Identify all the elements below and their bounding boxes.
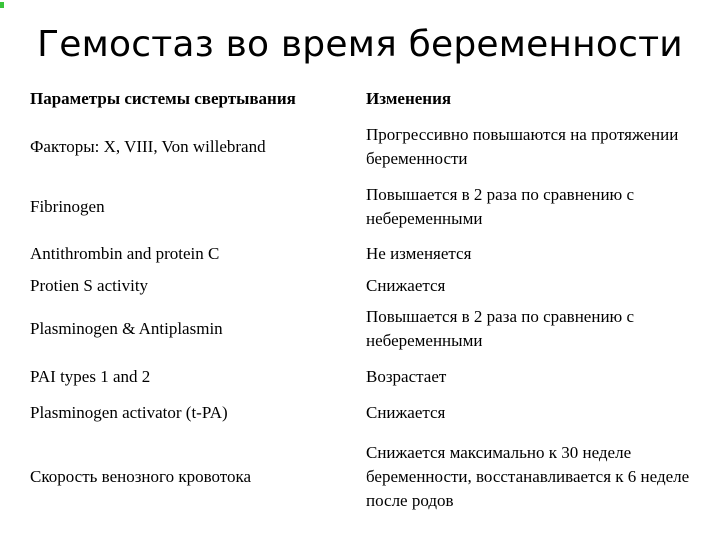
param-cell: Plasminogen activator (t-PA) — [30, 403, 228, 422]
slide-title: Гемостаз во время беременности — [37, 24, 683, 65]
change-cell: Не изменяется — [366, 244, 472, 263]
param-cell: Fibrinogen — [30, 197, 105, 216]
table-row — [24, 238, 704, 270]
change-cell: Повышается в 2 раза по сравнению с небеременными — [366, 185, 635, 228]
header-change: Изменения — [366, 89, 452, 108]
table-row — [24, 398, 704, 428]
table-row — [24, 301, 704, 356]
table-row — [24, 428, 704, 526]
change-cell: Повышается в 2 раза по сравнению с небеременными — [366, 306, 635, 350]
change-cell: Снижается — [366, 275, 446, 295]
hemostasis-table — [24, 80, 704, 526]
change-cell: Снижается — [366, 403, 446, 422]
param-cell: Факторы: X, VIII, Von willebrand — [30, 137, 266, 156]
table-row — [24, 118, 704, 176]
change-cell: Возрастает — [366, 367, 447, 386]
param-cell: Antithrombin and protein C — [30, 244, 220, 263]
change-cell: Прогрессивно повышаются на протяжении беременности — [366, 125, 679, 168]
corner-marker — [0, 2, 4, 8]
table-row — [24, 356, 704, 398]
param-cell: Plasminogen & Antiplasmin — [30, 318, 223, 338]
param-cell: Скорость венозного кровотока — [30, 467, 252, 486]
param-cell: PAI types 1 and 2 — [30, 367, 151, 386]
table-header-row — [24, 80, 704, 118]
header-param: Параметры системы свертывания — [30, 89, 296, 108]
table-row — [24, 176, 704, 238]
change-cell: Снижается максимально к 30 неделе беременности, восстанавливается к 6 неделе после родов — [366, 443, 690, 510]
table-row — [24, 270, 704, 301]
param-cell: Protien S activity — [30, 275, 149, 295]
